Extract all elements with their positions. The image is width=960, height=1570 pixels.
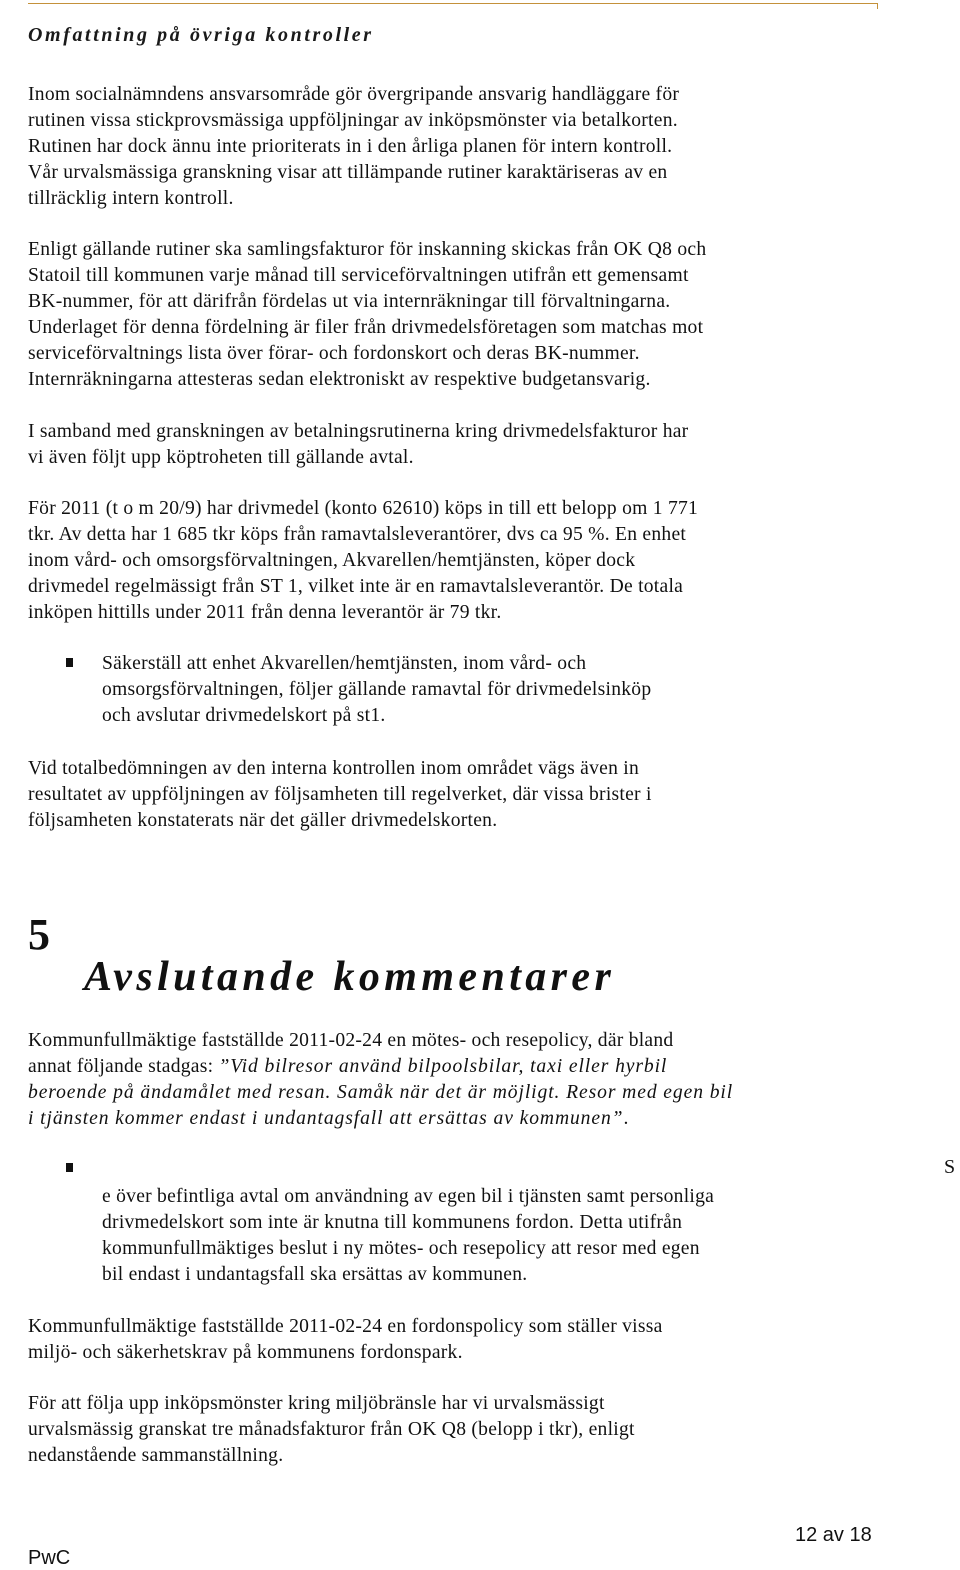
text-line: Inom socialnämndens ansvarsområde gör övergripande ansvarig handläggare för (28, 84, 680, 105)
text-line: e över befintliga avtal om användning av egen bil i tjänsten samt personliga (102, 1186, 715, 1207)
chapter-title: Avslutande kommentarer (84, 954, 616, 1000)
text-line: Enligt gällande rutiner ska samlingsfakturor för inskanning skickas från OK Q8 och (28, 239, 707, 260)
paragraph-total-assessment (28, 756, 928, 834)
header-rule (28, 3, 878, 4)
text-line: BK-nummer, för att därifrån fördelas ut via internräkningar till förvaltningarna. (28, 291, 671, 312)
policy-quote: i tjänsten kommer endast i undantagsfall att ersättas av kommunen” (28, 1108, 624, 1129)
text-line: kommunfullmäktiges beslut i ny mötes- och resepolicy att resor med egen (102, 1238, 700, 1259)
text-line: Kommunfullmäktige fastställde 2011-02-24 en fordonspolicy som ställer vissa (28, 1316, 663, 1337)
text-line: Rutinen har dock ännu inte prioriterats in i den årliga planen för intern kontroll. (28, 136, 673, 157)
recommendation-bullet (102, 651, 902, 729)
text-line: tillräcklig intern kontroll. (28, 188, 234, 209)
paragraph-fuel-review (28, 1391, 928, 1469)
policy-quote: beroende på ändamålet med resan. Samåk när det är möjligt. Resor med egen bil (28, 1082, 734, 1103)
text-line: Vid totalbedömningen av den interna kontrollen inom området vägs även in (28, 758, 640, 779)
paragraph-fuel-purchases (28, 496, 928, 626)
policy-quote: ”Vid bilresor använd bilpoolsbilar, taxi eller hyrbil (218, 1056, 668, 1077)
paragraph-internal-control (28, 82, 928, 212)
text-line: Underlaget för denna fördelning är filer från drivmedelsföretagen som matchas mot (28, 317, 704, 338)
text-line: Kommunfullmäktige fastställde 2011-02-24 en mötes- och resepolicy, där bland (28, 1030, 674, 1051)
section-heading: Omfattning på övriga kontroller (28, 24, 374, 46)
bullet-square-icon (66, 1163, 73, 1172)
text-line: drivmedelskort som inte är knutna till kommunens fordon. Detta utifrån (102, 1212, 683, 1233)
text-line: urvalsmässig granskat tre månadsfakturor från OK Q8 (belopp i tkr), enligt (28, 1419, 635, 1440)
text-normal: . (623, 1108, 629, 1129)
text-line: resultatet av uppföljningen av följsamheten till regelverket, där vissa brister i (28, 784, 652, 805)
text-line: vi även följt upp köptroheten till gällande avtal. (28, 447, 414, 468)
text-line: följsamheten konstaterats när det gäller drivmedelskorten. (28, 810, 498, 831)
text-line: tkr. Av detta har 1 685 tkr köps från ramavtalsleverantörer, dvs ca 95 %. En enhet (28, 524, 687, 545)
text-line (28, 1054, 928, 1080)
page-number: 12 av 18 (795, 1524, 872, 1546)
recommendation-bullet (102, 1184, 902, 1288)
text-normal: annat följande stadgas: (28, 1056, 219, 1077)
text-line: bil endast i undantagsfall ska ersättas av kommunen. (102, 1264, 528, 1285)
text-line: inköpen hittills under 2011 från denna leverantör är 79 tkr. (28, 602, 502, 623)
header-rule-end (877, 3, 878, 9)
text-line: För 2011 (t o m 20/9) har drivmedel (konto 62610) köps in till ett belopp om 1 771 (28, 498, 699, 519)
bullet-square-icon (66, 658, 73, 667)
text-line: Vår urvalsmässiga granskning visar att tillämpande rutiner karaktäriseras av en (28, 162, 668, 183)
text-line: Statoil till kommunen varje månad till serviceförvaltningen utifrån ett gemensamt (28, 265, 689, 286)
text-line (28, 1106, 928, 1132)
text-line: För att följa upp inköpsmönster kring miljöbränsle har vi urvalsmässigt (28, 1393, 605, 1414)
text-line: drivmedel regelmässigt från ST 1, vilket inte är en ramavtalsleverantör. De totala (28, 576, 684, 597)
footer-brand: PwC (28, 1547, 71, 1569)
paragraph-vehicle-policy (28, 1314, 928, 1366)
paragraph-travel-policy (28, 1028, 928, 1132)
text-line: rutinen vissa stickprovsmässiga uppföljningar av inköpsmönster via betalkorten. (28, 110, 678, 131)
text-line: och avslutar drivmedelskort på st1. (102, 705, 386, 726)
text-line: nedanstående sammanställning. (28, 1445, 284, 1466)
chapter-number: 5 (28, 910, 50, 959)
text-line: omsorgsförvaltningen, följer gällande ramavtal för drivmedelsinköp (102, 679, 652, 700)
text-line: miljö- och säkerhetskrav på kommunens fordonspark. (28, 1342, 463, 1363)
paragraph-purchase-loyalty (28, 419, 928, 471)
text-line: Internräkningarna attesteras sedan elektroniskt av respektive budgetansvarig. (28, 369, 651, 390)
stray-letter: S (944, 1156, 956, 1178)
paragraph-invoice-routines (28, 237, 928, 393)
text-line: inom vård- och omsorgsförvaltningen, Akvarellen/hemtjänsten, köper dock (28, 550, 636, 571)
text-line: I samband med granskningen av betalningsrutinerna kring drivmedelsfakturor har (28, 421, 689, 442)
text-line: Säkerställ att enhet Akvarellen/hemtjänsten, inom vård- och (102, 653, 587, 674)
text-line: serviceförvaltnings lista över förar- och fordonskort och deras BK-nummer. (28, 343, 640, 364)
